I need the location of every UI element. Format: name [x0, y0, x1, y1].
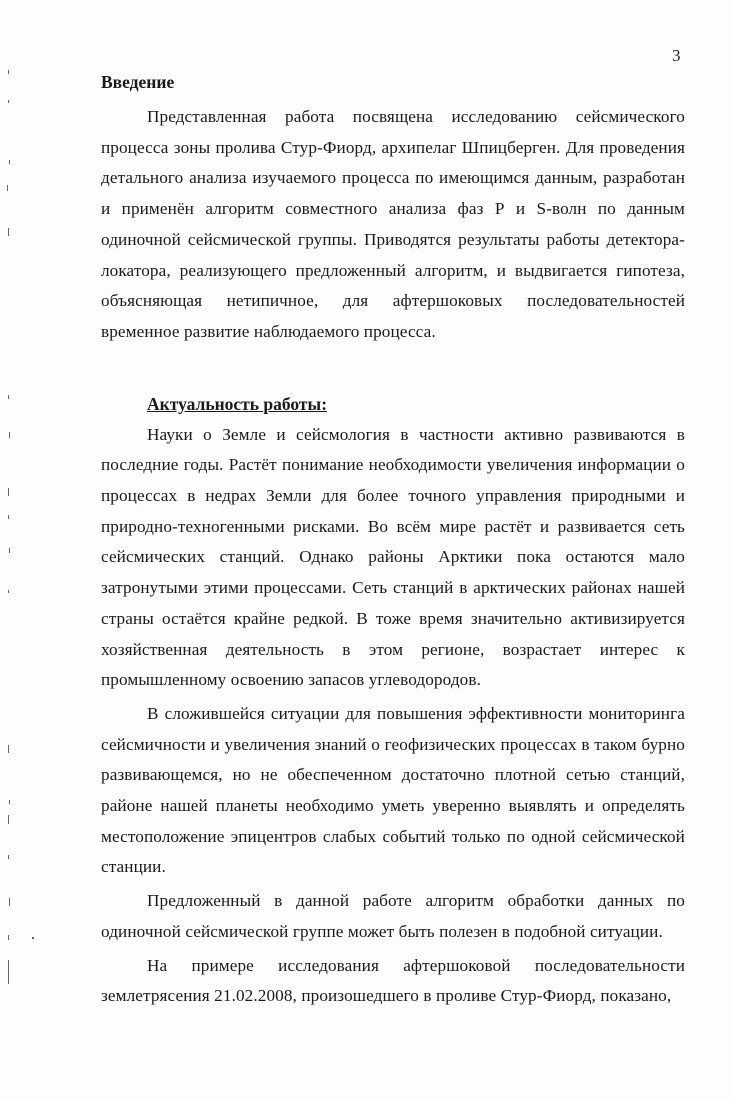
relevance-paragraph: Науки о Земле и сейсмология в частности активно развиваются в последние годы. Растёт понимание необходимости увеличения информации о процессах в недрах Земли для более точного управления природными и природно-техногенными рисками. Во всём мире растёт и развивается сеть сейсмических станций. Однако районы Арктики пока остаются мало затронутыми этими процессами. Сеть станций в арктических районах нашей страны остаётся крайне редкой. В тоже время значительно активизируется хозяйственная деятельность в этом регионе, возрастает интерес к промышленному освоению запасов углеводородов. [101, 424, 685, 690]
relevance-paragraph: На примере исследования афтершоковой последовательности землетрясения 21.02.2008, произошедшего в проливе Стур-Фиорд, показано, [101, 955, 685, 1006]
page-body [101, 66, 685, 1012]
section-heading-relevance: Актуальность работы: [147, 393, 328, 414]
relevance-paragraph: В сложившейся ситуации для повышения эффективности мониторинга сейсмичности и увеличения знаний о геофизических процессах в таком бурно развивающемся, но не обеспеченном достаточно плотной сетью станций, районе нашей планеты необходимо уметь уверенно выявлять и определять местоположение эпицентров слабых событий только по одной сейсмической станции. [101, 703, 685, 877]
page-number: 3 [672, 46, 681, 65]
section-heading-introduction: Введение [101, 72, 175, 92]
introduction-paragraph: Представленная работа посвящена исследованию сейсмического процесса зоны пролива Стур-Фиорд, архипелаг Шпицберген. Для проведения детального анализа изучаемого процесса по имеющимся данным, разработан и применён алгоритм совместного анализа фаз Р и S-волн по данным одиночной сейсмической группы. Приводятся результаты работы детектора-локатора, реализующего предложенный алгоритм, и выдвигается гипотеза, объясняющая нетипичное, для афтершоковых последовательностей временное развитие наблюдаемого процесса. [101, 107, 685, 341]
relevance-paragraph: Предложенный в данной работе алгоритм обработки данных по одиночной сейсмической группе может быть полезен в подобной ситуации. [101, 891, 685, 941]
